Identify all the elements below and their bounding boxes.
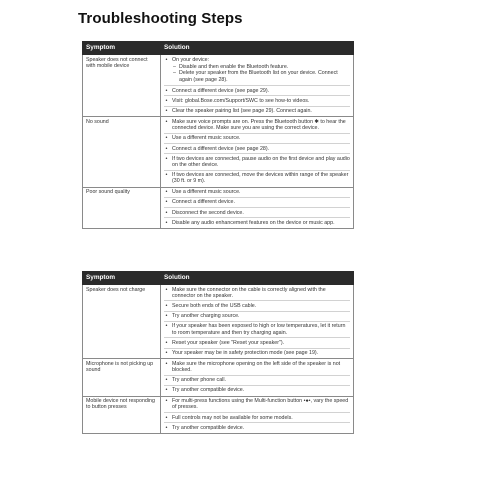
symptom-cell: Microphone is not picking up sound: [83, 359, 161, 396]
solution-item: • Your speaker may be in safety protection mode (see page 19).: [164, 350, 350, 358]
page-title: Troubleshooting Steps: [78, 10, 243, 27]
solution-cell: [161, 55, 354, 117]
sub-step: – Disable and then enable the Bluetooth feature.: [172, 64, 350, 70]
solution-item: • Make sure the microphone opening on the left side of the speaker is not blocked.: [164, 361, 350, 376]
solution-item: • Secure both ends of the USB cable.: [164, 303, 350, 312]
symptom-cell: Speaker does not connect with mobile device: [83, 55, 161, 117]
sub-step-list: [172, 64, 350, 83]
solution-item: • If two devices are connected, pause audio on the first device and play audio on the other device.: [164, 156, 350, 171]
solution-item: • Disable any audio enhancement features on the device or music app.: [164, 220, 350, 228]
solution-item: • For multi-press functions using the Multi-function button •●•, vary the speed of presses.: [164, 398, 350, 413]
solution-item: • Visit: global.Bose.com/Support/SWC to see how-to videos.: [164, 98, 350, 107]
table-row: [83, 359, 354, 396]
table-row: [83, 117, 354, 187]
solution-item: • Try another phone call.: [164, 377, 350, 386]
table-header-row: [83, 272, 354, 285]
solution-text: On your device:: [172, 56, 210, 63]
solution-item: • Connect a different device (see page 28).: [164, 146, 350, 155]
solution-item: • Connect a different device.: [164, 199, 350, 208]
troubleshooting-table-2: [82, 271, 354, 434]
troubleshooting-table-1: [82, 41, 354, 229]
solution-item: • Use a different music source.: [164, 189, 350, 198]
solution-column-header: Solution: [161, 272, 354, 285]
solution-item: • Full controls may not be available for some models.: [164, 415, 350, 424]
symptom-cell: Speaker does not charge: [83, 285, 161, 359]
solution-list: [164, 189, 350, 228]
solution-item: • Try another charging source.: [164, 313, 350, 322]
solution-cell: [161, 187, 354, 229]
symptom-column-header: Symptom: [83, 42, 161, 55]
solution-cell: [161, 396, 354, 433]
table-row: [83, 55, 354, 117]
solution-item: • If your speaker has been exposed to high or low temperatures, let it return to room temperature and then try charging again.: [164, 323, 350, 338]
solution-item: • If two devices are connected, move the devices within range of the speaker (30 ft. or 9 m).: [164, 172, 350, 186]
solution-item: • Make sure voice prompts are on. Press the Bluetooth button ✱ to hear the connected device. Make sure you are using the correct device.: [164, 119, 350, 134]
symptom-cell: Mobile device not responding to button presses: [83, 396, 161, 433]
solution-cell: [161, 117, 354, 187]
symptom-cell: No sound: [83, 117, 161, 187]
table-row: [83, 187, 354, 229]
solution-cell: [161, 285, 354, 359]
solution-item: • Disconnect the second device.: [164, 210, 350, 219]
solution-item: • Connect a different device (see page 29).: [164, 88, 350, 97]
solution-list: [164, 57, 350, 116]
solution-list: [164, 119, 350, 186]
solution-item: • Make sure the connector on the cable is correctly aligned with the connector on the speaker.: [164, 287, 350, 302]
solution-item: • Clear the speaker pairing list (see page 29). Connect again.: [164, 108, 350, 116]
table-row: [83, 396, 354, 433]
solution-list: [164, 398, 350, 432]
table-row: [83, 285, 354, 359]
symptom-cell: Poor sound quality: [83, 187, 161, 229]
solution-list: [164, 287, 350, 358]
symptom-column-header: Symptom: [83, 272, 161, 285]
solution-item: • Try another compatible device.: [164, 425, 350, 433]
solution-item: • Use a different music source.: [164, 135, 350, 144]
solution-cell: [161, 359, 354, 396]
solution-item: • Try another compatible device.: [164, 387, 350, 395]
solution-column-header: Solution: [161, 42, 354, 55]
solution-list: [164, 361, 350, 395]
table-header-row: [83, 42, 354, 55]
solution-item: [164, 57, 350, 87]
solution-item: • Reset your speaker (see "Reset your speaker").: [164, 340, 350, 349]
sub-step: – Delete your speaker from the Bluetooth list on your device. Connect again (see page 28).: [172, 70, 350, 82]
